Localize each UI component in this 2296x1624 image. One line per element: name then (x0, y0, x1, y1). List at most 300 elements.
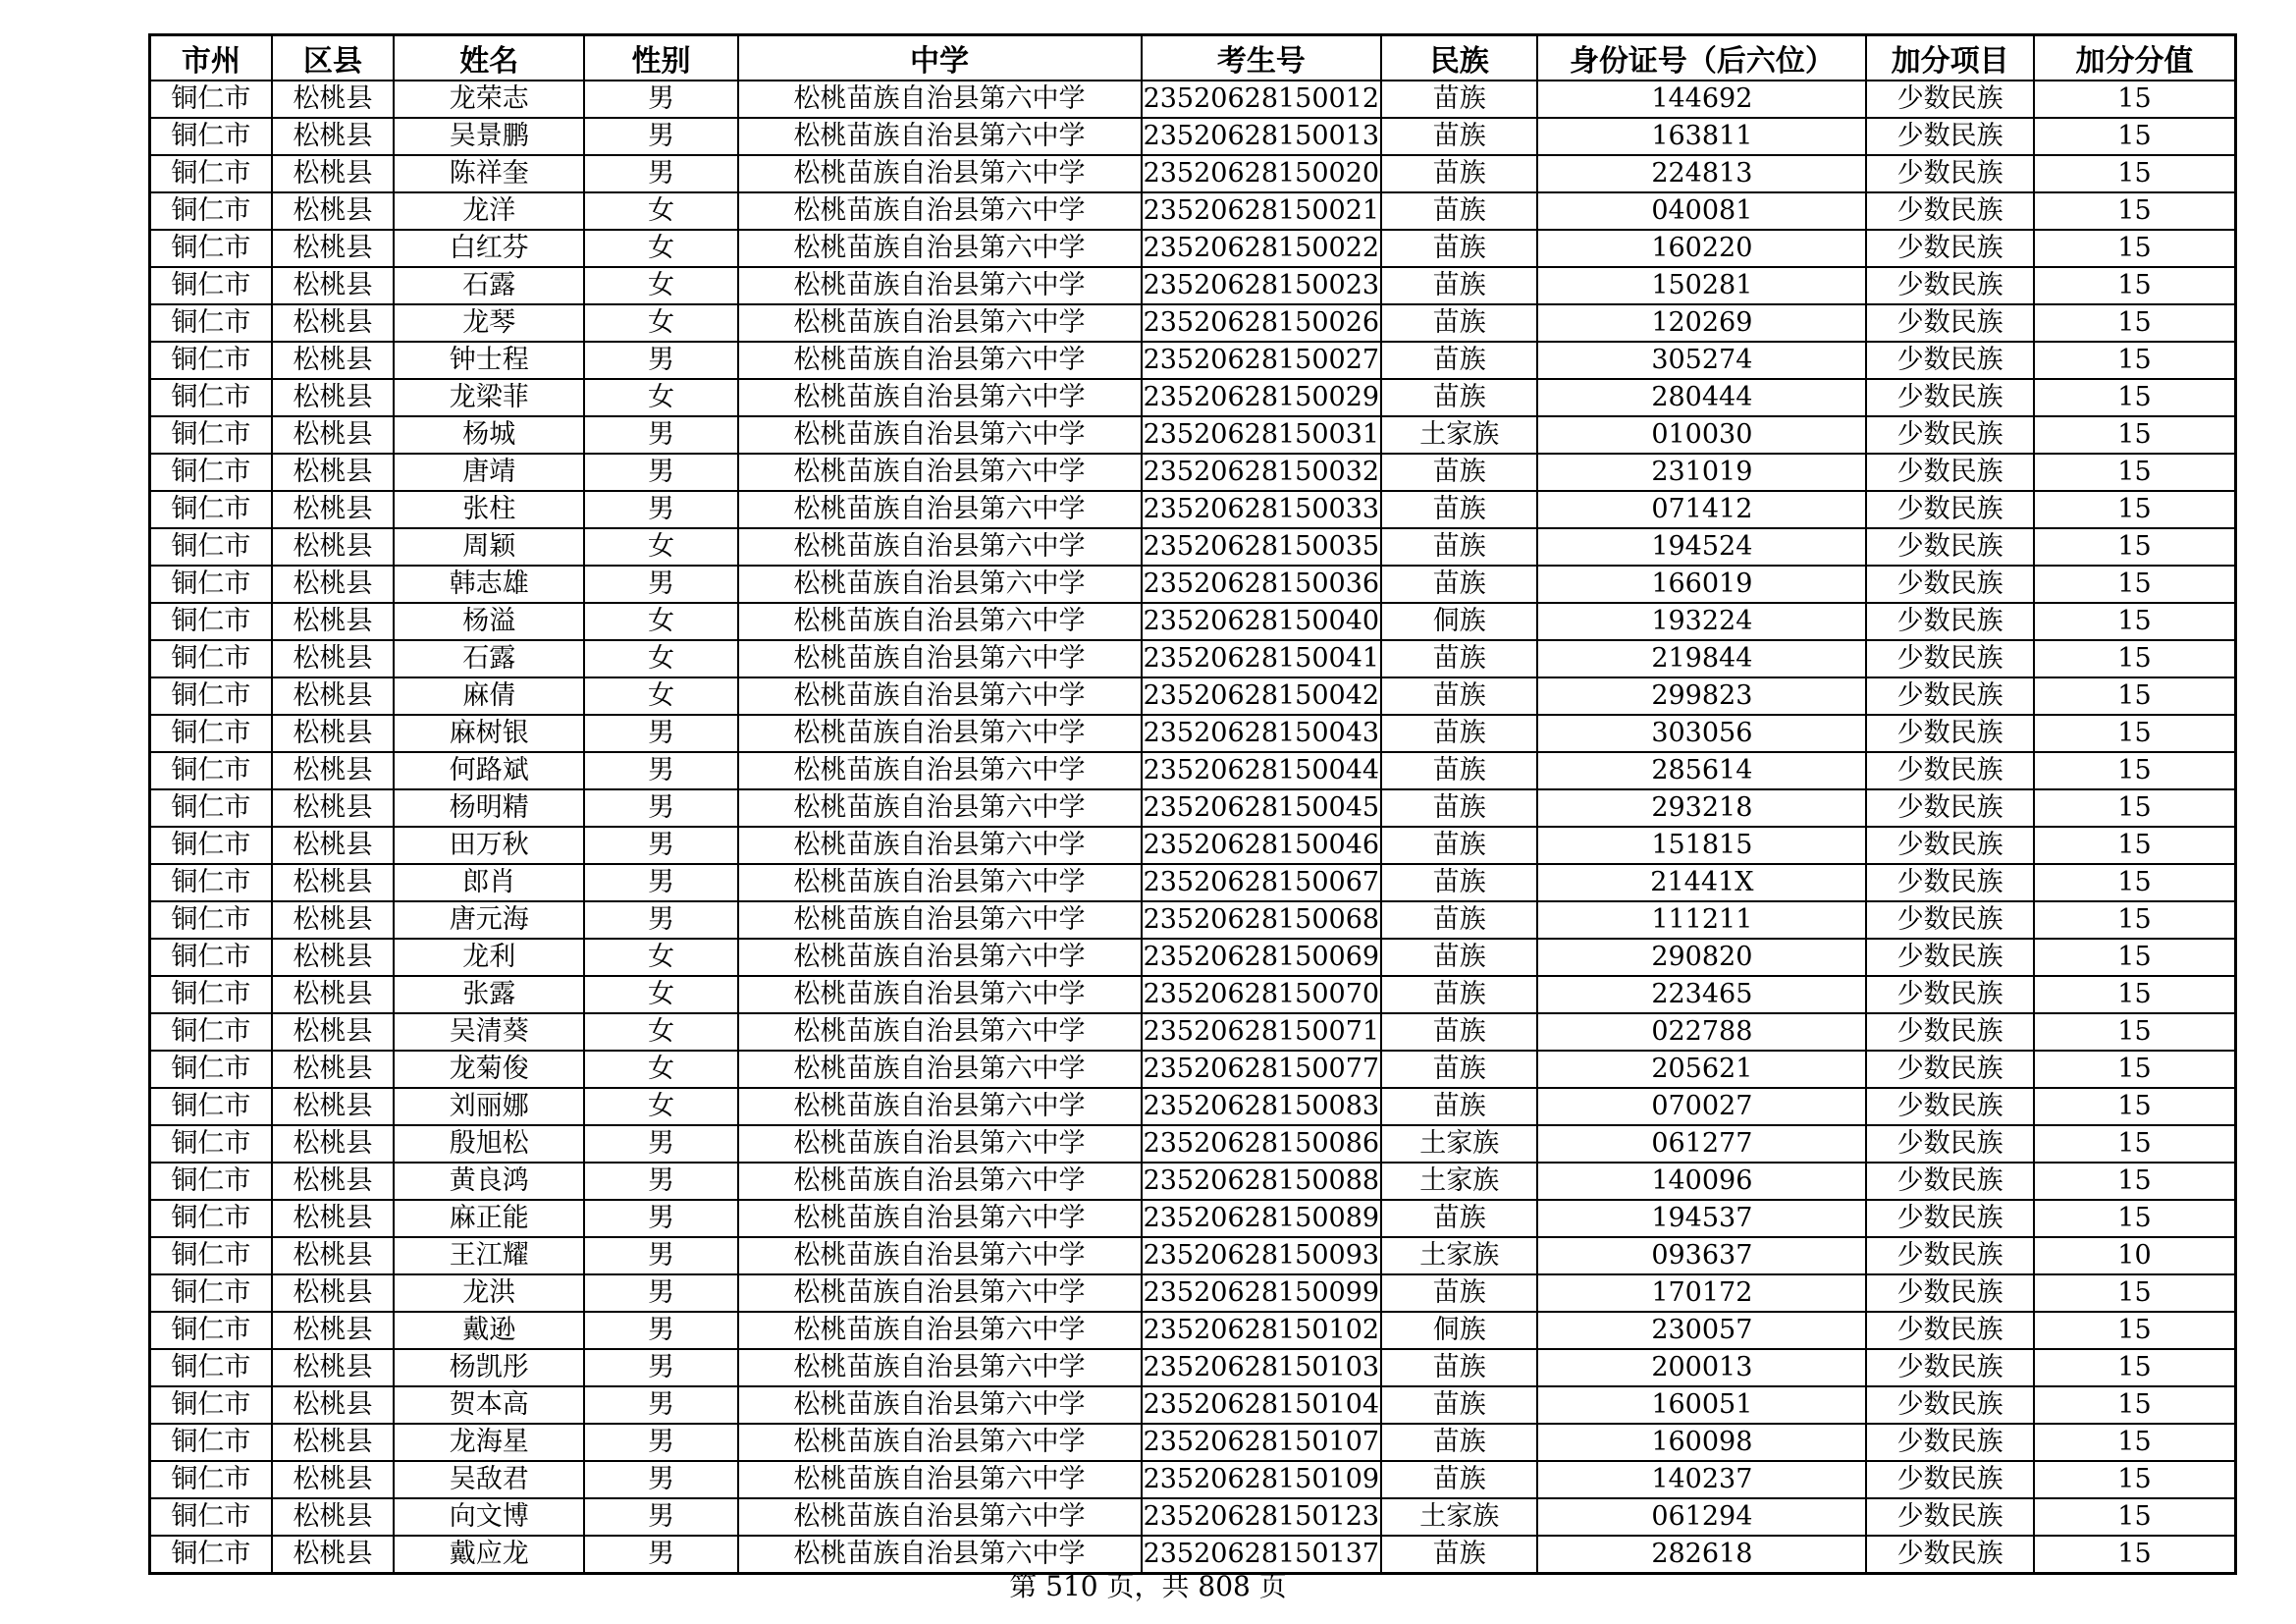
table-row (150, 528, 2236, 566)
cell-county: 松桃县 (272, 566, 394, 603)
cell-ethnicity: 苗族 (1381, 1424, 1537, 1461)
cell-id-suffix: 200013 (1537, 1349, 1866, 1386)
cell-ethnicity: 侗族 (1381, 603, 1537, 640)
cell-id-suffix: 282618 (1537, 1536, 1866, 1574)
cell-ethnicity: 苗族 (1381, 267, 1537, 304)
cell-school: 松桃苗族自治县第六中学 (738, 1349, 1142, 1386)
cell-id-suffix: 223465 (1537, 976, 1866, 1013)
cell-id-suffix: 21441X (1537, 864, 1866, 901)
cell-ethnicity: 苗族 (1381, 304, 1537, 342)
cell-school: 松桃苗族自治县第六中学 (738, 1125, 1142, 1163)
cell-bonus-item: 少数民族 (1866, 752, 2034, 789)
cell-gender: 男 (584, 416, 737, 454)
cell-bonus-item: 少数民族 (1866, 1274, 2034, 1312)
cell-name: 王江耀 (394, 1237, 584, 1274)
cell-ethnicity: 侗族 (1381, 1312, 1537, 1349)
cell-bonus-value: 15 (2034, 976, 2236, 1013)
cell-exam-id: 23520628150083 (1142, 1088, 1382, 1125)
cell-city: 铜仁市 (150, 454, 272, 491)
table-row (150, 901, 2236, 939)
cell-county: 松桃县 (272, 1498, 394, 1536)
cell-exam-id: 23520628150067 (1142, 864, 1382, 901)
cell-id-suffix: 140096 (1537, 1163, 1866, 1200)
table-row (150, 1312, 2236, 1349)
table-row (150, 118, 2236, 155)
cell-gender: 男 (584, 155, 737, 192)
cell-school: 松桃苗族自治县第六中学 (738, 939, 1142, 976)
cell-name: 龙菊俊 (394, 1051, 584, 1088)
cell-bonus-item: 少数民族 (1866, 1125, 2034, 1163)
cell-gender: 女 (584, 976, 737, 1013)
cell-id-suffix: 299823 (1537, 677, 1866, 715)
cell-ethnicity: 苗族 (1381, 1386, 1537, 1424)
cell-bonus-value: 15 (2034, 1163, 2236, 1200)
table-row (150, 1424, 2236, 1461)
cell-city: 铜仁市 (150, 603, 272, 640)
cell-county: 松桃县 (272, 901, 394, 939)
cell-bonus-value: 15 (2034, 491, 2236, 528)
cell-school: 松桃苗族自治县第六中学 (738, 528, 1142, 566)
cell-city: 铜仁市 (150, 677, 272, 715)
cell-county: 松桃县 (272, 1274, 394, 1312)
cell-ethnicity: 苗族 (1381, 789, 1537, 827)
cell-county: 松桃县 (272, 192, 394, 230)
table-row (150, 81, 2236, 118)
cell-ethnicity: 苗族 (1381, 491, 1537, 528)
table-row (150, 1051, 2236, 1088)
cell-county: 松桃县 (272, 155, 394, 192)
cell-city: 铜仁市 (150, 81, 272, 118)
cell-ethnicity: 苗族 (1381, 1349, 1537, 1386)
cell-county: 松桃县 (272, 1163, 394, 1200)
cell-exam-id: 23520628150069 (1142, 939, 1382, 976)
cell-name: 陈祥奎 (394, 155, 584, 192)
cell-bonus-value: 15 (2034, 1461, 2236, 1498)
cell-school: 松桃苗族自治县第六中学 (738, 81, 1142, 118)
table-row (150, 1237, 2236, 1274)
cell-school: 松桃苗族自治县第六中学 (738, 1274, 1142, 1312)
cell-id-suffix: 293218 (1537, 789, 1866, 827)
col-header-city: 市州 (150, 35, 272, 81)
cell-ethnicity: 苗族 (1381, 827, 1537, 864)
cell-exam-id: 23520628150020 (1142, 155, 1382, 192)
cell-ethnicity: 苗族 (1381, 454, 1537, 491)
cell-school: 松桃苗族自治县第六中学 (738, 416, 1142, 454)
cell-exam-id: 23520628150031 (1142, 416, 1382, 454)
cell-gender: 男 (584, 1200, 737, 1237)
table-row (150, 192, 2236, 230)
cell-county: 松桃县 (272, 304, 394, 342)
table-row (150, 1274, 2236, 1312)
table-row (150, 1386, 2236, 1424)
cell-county: 松桃县 (272, 603, 394, 640)
cell-bonus-value: 15 (2034, 267, 2236, 304)
cell-bonus-item: 少数民族 (1866, 1424, 2034, 1461)
cell-school: 松桃苗族自治县第六中学 (738, 1461, 1142, 1498)
cell-bonus-value: 15 (2034, 416, 2236, 454)
cell-school: 松桃苗族自治县第六中学 (738, 491, 1142, 528)
cell-bonus-value: 15 (2034, 528, 2236, 566)
cell-name: 何路斌 (394, 752, 584, 789)
cell-exam-id: 23520628150102 (1142, 1312, 1382, 1349)
cell-bonus-item: 少数民族 (1866, 789, 2034, 827)
table-row (150, 603, 2236, 640)
cell-gender: 男 (584, 1125, 737, 1163)
table-row (150, 416, 2236, 454)
cell-name: 韩志雄 (394, 566, 584, 603)
cell-school: 松桃苗族自治县第六中学 (738, 901, 1142, 939)
cell-exam-id: 23520628150033 (1142, 491, 1382, 528)
cell-name: 杨溢 (394, 603, 584, 640)
cell-id-suffix: 151815 (1537, 827, 1866, 864)
table-row (150, 976, 2236, 1013)
cell-gender: 男 (584, 1237, 737, 1274)
cell-city: 铜仁市 (150, 1088, 272, 1125)
page-number-footer: 第 510 页，共 808 页 (1009, 1570, 1287, 1602)
table-row (150, 827, 2236, 864)
cell-bonus-value: 15 (2034, 864, 2236, 901)
cell-exam-id: 23520628150042 (1142, 677, 1382, 715)
cell-name: 麻正能 (394, 1200, 584, 1237)
cell-id-suffix: 111211 (1537, 901, 1866, 939)
cell-exam-id: 23520628150123 (1142, 1498, 1382, 1536)
cell-city: 铜仁市 (150, 1461, 272, 1498)
col-header-bonus-item: 加分项目 (1866, 35, 2034, 81)
cell-city: 铜仁市 (150, 715, 272, 752)
cell-school: 松桃苗族自治县第六中学 (738, 677, 1142, 715)
cell-bonus-value: 15 (2034, 304, 2236, 342)
cell-school: 松桃苗族自治县第六中学 (738, 1312, 1142, 1349)
cell-school: 松桃苗族自治县第六中学 (738, 715, 1142, 752)
cell-county: 松桃县 (272, 677, 394, 715)
cell-id-suffix: 150281 (1537, 267, 1866, 304)
col-header-id-suffix: 身份证号（后六位） (1537, 35, 1866, 81)
cell-ethnicity: 土家族 (1381, 1498, 1537, 1536)
cell-gender: 男 (584, 118, 737, 155)
cell-id-suffix: 061277 (1537, 1125, 1866, 1163)
cell-school: 松桃苗族自治县第六中学 (738, 1536, 1142, 1574)
cell-exam-id: 23520628150086 (1142, 1125, 1382, 1163)
cell-gender: 男 (584, 715, 737, 752)
cell-gender: 女 (584, 1088, 737, 1125)
cell-exam-id: 23520628150077 (1142, 1051, 1382, 1088)
cell-ethnicity: 苗族 (1381, 901, 1537, 939)
cell-bonus-value: 15 (2034, 1274, 2236, 1312)
cell-name: 郎肖 (394, 864, 584, 901)
cell-id-suffix: 224813 (1537, 155, 1866, 192)
cell-id-suffix: 166019 (1537, 566, 1866, 603)
table-row (150, 1349, 2236, 1386)
cell-city: 铜仁市 (150, 491, 272, 528)
cell-bonus-value: 15 (2034, 715, 2236, 752)
cell-id-suffix: 071412 (1537, 491, 1866, 528)
cell-bonus-item: 少数民族 (1866, 864, 2034, 901)
cell-ethnicity: 苗族 (1381, 118, 1537, 155)
cell-name: 殷旭松 (394, 1125, 584, 1163)
cell-bonus-value: 15 (2034, 566, 2236, 603)
cell-name: 龙洪 (394, 1274, 584, 1312)
cell-exam-id: 23520628150045 (1142, 789, 1382, 827)
col-header-bonus-value: 加分分值 (2034, 35, 2236, 81)
table-row (150, 1163, 2236, 1200)
col-header-name: 姓名 (394, 35, 584, 81)
cell-city: 铜仁市 (150, 192, 272, 230)
cell-city: 铜仁市 (150, 1312, 272, 1349)
cell-name: 刘丽娜 (394, 1088, 584, 1125)
table-row (150, 379, 2236, 416)
cell-bonus-item: 少数民族 (1866, 1386, 2034, 1424)
cell-name: 麻倩 (394, 677, 584, 715)
cell-bonus-item: 少数民族 (1866, 416, 2034, 454)
cell-bonus-item: 少数民族 (1866, 677, 2034, 715)
cell-county: 松桃县 (272, 1237, 394, 1274)
cell-city: 铜仁市 (150, 566, 272, 603)
cell-bonus-item: 少数民族 (1866, 1200, 2034, 1237)
cell-id-suffix: 160098 (1537, 1424, 1866, 1461)
cell-school: 松桃苗族自治县第六中学 (738, 640, 1142, 677)
cell-school: 松桃苗族自治县第六中学 (738, 752, 1142, 789)
cell-name: 杨明精 (394, 789, 584, 827)
cell-name: 向文博 (394, 1498, 584, 1536)
cell-school: 松桃苗族自治县第六中学 (738, 379, 1142, 416)
cell-school: 松桃苗族自治县第六中学 (738, 230, 1142, 267)
cell-county: 松桃县 (272, 1013, 394, 1051)
cell-ethnicity: 苗族 (1381, 528, 1537, 566)
cell-bonus-value: 10 (2034, 1237, 2236, 1274)
cell-county: 松桃县 (272, 1088, 394, 1125)
cell-gender: 男 (584, 454, 737, 491)
cell-ethnicity: 苗族 (1381, 1200, 1537, 1237)
cell-city: 铜仁市 (150, 1163, 272, 1200)
cell-county: 松桃县 (272, 454, 394, 491)
table-row (150, 752, 2236, 789)
cell-exam-id: 23520628150035 (1142, 528, 1382, 566)
cell-gender: 男 (584, 1461, 737, 1498)
cell-exam-id: 23520628150013 (1142, 118, 1382, 155)
cell-ethnicity: 苗族 (1381, 715, 1537, 752)
cell-ethnicity: 苗族 (1381, 342, 1537, 379)
cell-exam-id: 23520628150041 (1142, 640, 1382, 677)
cell-city: 铜仁市 (150, 1498, 272, 1536)
cell-school: 松桃苗族自治县第六中学 (738, 1424, 1142, 1461)
col-header-gender: 性别 (584, 35, 737, 81)
table-row (150, 1498, 2236, 1536)
cell-bonus-item: 少数民族 (1866, 715, 2034, 752)
cell-bonus-item: 少数民族 (1866, 901, 2034, 939)
cell-id-suffix: 193224 (1537, 603, 1866, 640)
cell-county: 松桃县 (272, 715, 394, 752)
cell-school: 松桃苗族自治县第六中学 (738, 1088, 1142, 1125)
cell-school: 松桃苗族自治县第六中学 (738, 566, 1142, 603)
cell-county: 松桃县 (272, 528, 394, 566)
cell-bonus-value: 15 (2034, 155, 2236, 192)
cell-bonus-value: 15 (2034, 1498, 2236, 1536)
cell-ethnicity: 苗族 (1381, 1536, 1537, 1574)
table-row (150, 304, 2236, 342)
cell-city: 铜仁市 (150, 901, 272, 939)
cell-school: 松桃苗族自治县第六中学 (738, 304, 1142, 342)
cell-school: 松桃苗族自治县第六中学 (738, 1386, 1142, 1424)
cell-bonus-value: 15 (2034, 752, 2236, 789)
cell-gender: 女 (584, 267, 737, 304)
cell-ethnicity: 苗族 (1381, 192, 1537, 230)
cell-gender: 女 (584, 640, 737, 677)
cell-bonus-value: 15 (2034, 1125, 2236, 1163)
cell-id-suffix: 022788 (1537, 1013, 1866, 1051)
cell-ethnicity: 土家族 (1381, 416, 1537, 454)
cell-gender: 男 (584, 566, 737, 603)
cell-county: 松桃县 (272, 1051, 394, 1088)
cell-name: 石露 (394, 640, 584, 677)
cell-county: 松桃县 (272, 267, 394, 304)
cell-id-suffix: 140237 (1537, 1461, 1866, 1498)
cell-id-suffix: 163811 (1537, 118, 1866, 155)
cell-ethnicity: 苗族 (1381, 864, 1537, 901)
cell-id-suffix: 290820 (1537, 939, 1866, 976)
cell-id-suffix: 010030 (1537, 416, 1866, 454)
cell-exam-id: 23520628150044 (1142, 752, 1382, 789)
cell-ethnicity: 苗族 (1381, 155, 1537, 192)
cell-county: 松桃县 (272, 789, 394, 827)
cell-name: 戴逊 (394, 1312, 584, 1349)
cell-exam-id: 23520628150071 (1142, 1013, 1382, 1051)
cell-bonus-item: 少数民族 (1866, 304, 2034, 342)
cell-bonus-value: 15 (2034, 901, 2236, 939)
cell-id-suffix: 231019 (1537, 454, 1866, 491)
cell-name: 张柱 (394, 491, 584, 528)
cell-ethnicity: 苗族 (1381, 379, 1537, 416)
cell-bonus-item: 少数民族 (1866, 342, 2034, 379)
cell-gender: 女 (584, 1051, 737, 1088)
cell-gender: 女 (584, 192, 737, 230)
cell-gender: 男 (584, 901, 737, 939)
cell-bonus-value: 15 (2034, 603, 2236, 640)
cell-ethnicity: 苗族 (1381, 566, 1537, 603)
table-row (150, 342, 2236, 379)
cell-name: 龙利 (394, 939, 584, 976)
cell-gender: 女 (584, 304, 737, 342)
cell-ethnicity: 苗族 (1381, 752, 1537, 789)
cell-school: 松桃苗族自治县第六中学 (738, 192, 1142, 230)
cell-exam-id: 23520628150026 (1142, 304, 1382, 342)
cell-bonus-value: 15 (2034, 640, 2236, 677)
cell-name: 戴应龙 (394, 1536, 584, 1574)
cell-bonus-value: 15 (2034, 1536, 2236, 1574)
table-row (150, 715, 2236, 752)
cell-exam-id: 23520628150032 (1142, 454, 1382, 491)
cell-ethnicity: 土家族 (1381, 1237, 1537, 1274)
cell-bonus-item: 少数民族 (1866, 1163, 2034, 1200)
cell-county: 松桃县 (272, 118, 394, 155)
cell-bonus-item: 少数民族 (1866, 230, 2034, 267)
cell-city: 铜仁市 (150, 640, 272, 677)
cell-exam-id: 23520628150099 (1142, 1274, 1382, 1312)
cell-school: 松桃苗族自治县第六中学 (738, 267, 1142, 304)
cell-ethnicity: 苗族 (1381, 677, 1537, 715)
cell-school: 松桃苗族自治县第六中学 (738, 1200, 1142, 1237)
cell-gender: 男 (584, 1163, 737, 1200)
cell-id-suffix: 194537 (1537, 1200, 1866, 1237)
table-row (150, 267, 2236, 304)
cell-city: 铜仁市 (150, 752, 272, 789)
cell-county: 松桃县 (272, 939, 394, 976)
cell-bonus-value: 15 (2034, 230, 2236, 267)
cell-bonus-item: 少数民族 (1866, 1349, 2034, 1386)
cell-name: 钟士程 (394, 342, 584, 379)
cell-bonus-item: 少数民族 (1866, 603, 2034, 640)
cell-name: 龙海星 (394, 1424, 584, 1461)
cell-bonus-item: 少数民族 (1866, 1051, 2034, 1088)
cell-school: 松桃苗族自治县第六中学 (738, 1013, 1142, 1051)
col-header-ethnicity: 民族 (1381, 35, 1537, 81)
cell-id-suffix: 061294 (1537, 1498, 1866, 1536)
cell-bonus-value: 15 (2034, 677, 2236, 715)
cell-bonus-item: 少数民族 (1866, 267, 2034, 304)
cell-bonus-item: 少数民族 (1866, 566, 2034, 603)
cell-id-suffix: 280444 (1537, 379, 1866, 416)
cell-bonus-item: 少数民族 (1866, 976, 2034, 1013)
cell-school: 松桃苗族自治县第六中学 (738, 1163, 1142, 1200)
cell-exam-id: 23520628150012 (1142, 81, 1382, 118)
cell-ethnicity: 苗族 (1381, 640, 1537, 677)
cell-county: 松桃县 (272, 230, 394, 267)
cell-id-suffix: 093637 (1537, 1237, 1866, 1274)
cell-school: 松桃苗族自治县第六中学 (738, 1498, 1142, 1536)
cell-bonus-item: 少数民族 (1866, 118, 2034, 155)
cell-gender: 女 (584, 528, 737, 566)
table-row (150, 566, 2236, 603)
cell-city: 铜仁市 (150, 1274, 272, 1312)
cell-bonus-item: 少数民族 (1866, 379, 2034, 416)
cell-exam-id: 23520628150070 (1142, 976, 1382, 1013)
cell-bonus-value: 15 (2034, 789, 2236, 827)
cell-ethnicity: 土家族 (1381, 1163, 1537, 1200)
cell-county: 松桃县 (272, 81, 394, 118)
cell-city: 铜仁市 (150, 342, 272, 379)
cell-name: 张露 (394, 976, 584, 1013)
cell-county: 松桃县 (272, 976, 394, 1013)
cell-gender: 女 (584, 230, 737, 267)
cell-county: 松桃县 (272, 1424, 394, 1461)
cell-city: 铜仁市 (150, 1013, 272, 1051)
cell-school: 松桃苗族自治县第六中学 (738, 1237, 1142, 1274)
col-header-school: 中学 (738, 35, 1142, 81)
cell-county: 松桃县 (272, 1386, 394, 1424)
cell-city: 铜仁市 (150, 267, 272, 304)
cell-ethnicity: 苗族 (1381, 939, 1537, 976)
cell-id-suffix: 040081 (1537, 192, 1866, 230)
cell-city: 铜仁市 (150, 1386, 272, 1424)
cell-gender: 男 (584, 1349, 737, 1386)
table-row (150, 789, 2236, 827)
cell-id-suffix: 144692 (1537, 81, 1866, 118)
table-row (150, 1200, 2236, 1237)
table-row (150, 677, 2236, 715)
cell-ethnicity: 苗族 (1381, 81, 1537, 118)
cell-name: 吴敌君 (394, 1461, 584, 1498)
cell-name: 田万秋 (394, 827, 584, 864)
cell-bonus-item: 少数民族 (1866, 1013, 2034, 1051)
cell-name: 黄良鸿 (394, 1163, 584, 1200)
cell-county: 松桃县 (272, 342, 394, 379)
cell-gender: 男 (584, 827, 737, 864)
cell-gender: 男 (584, 1498, 737, 1536)
cell-name: 石露 (394, 267, 584, 304)
cell-city: 铜仁市 (150, 304, 272, 342)
cell-county: 松桃县 (272, 640, 394, 677)
cell-gender: 男 (584, 789, 737, 827)
cell-gender: 男 (584, 1536, 737, 1574)
